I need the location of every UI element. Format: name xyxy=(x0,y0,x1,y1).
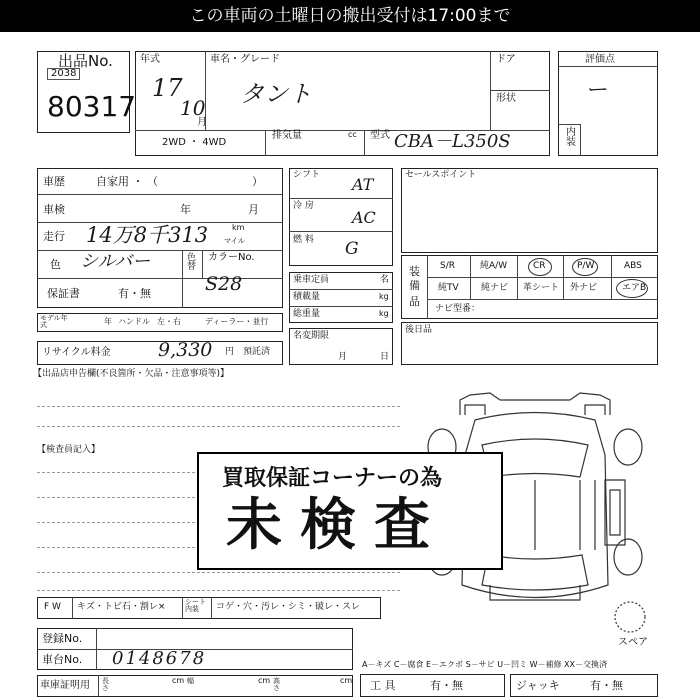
recycle-label: リサイクル料金 xyxy=(42,347,111,358)
color-no-label: カラーNo. xyxy=(208,252,255,263)
equip-airbag: エアB xyxy=(622,283,647,293)
atobi-label: 後日品 xyxy=(405,325,433,335)
shift-value: AT xyxy=(352,175,374,194)
model-year-label: モデル年式 xyxy=(40,314,68,329)
equip-pw: P/W xyxy=(577,261,595,271)
nenryo-label: 燃 料 xyxy=(293,235,314,245)
model-nen: 年 xyxy=(104,317,112,326)
equip-navi: 純ナビ xyxy=(481,283,509,293)
shaken-getsu: 月 xyxy=(248,203,259,216)
stamp-main-text: 未検査 xyxy=(226,493,448,558)
naiso-label: 内装 xyxy=(566,127,576,148)
sojuryo-label: 総重量 xyxy=(293,309,321,319)
equip-airbag-circle xyxy=(616,279,648,298)
soko-label: 走行 xyxy=(43,230,65,243)
cc-label: cc xyxy=(348,130,357,139)
sobi-label: 装備 xyxy=(409,265,420,292)
kogu-value: 有・無 xyxy=(430,679,463,692)
handle-label: ハンドル xyxy=(118,317,150,326)
spare-label: スペア xyxy=(618,637,648,648)
color-value: シルバー xyxy=(80,251,151,272)
toroku-label: 登録No. xyxy=(42,632,83,645)
meihen-label: 名変期限 xyxy=(293,331,330,341)
equip-aw: 純A/W xyxy=(480,261,508,271)
haba-label: 幅 xyxy=(187,677,194,685)
equip-tv: 純TV xyxy=(438,283,459,293)
shareki-close: ） xyxy=(252,175,263,188)
navi-model-label: ナビ型番： xyxy=(435,304,481,314)
chassis-value: 0148678 xyxy=(112,648,207,669)
banner: この車両の土曜日の搬出受付は17:00まで xyxy=(0,0,700,32)
haikiryo-label: 排気量 xyxy=(272,130,302,141)
kensa-remarks-label: 【検査員記入】 xyxy=(37,445,101,455)
shadai-label: 車台No. xyxy=(42,653,83,666)
equip-cr-circle xyxy=(528,258,552,276)
shuppin-remarks-label: 【出品店申告欄(不良箇所・欠品・注意事項等)】 xyxy=(33,369,230,379)
seat-label: シート内装 xyxy=(185,598,206,613)
equip-pw-circle xyxy=(572,258,598,276)
hoshosho-value: 有・無 xyxy=(118,287,151,300)
katashiki-label: 型式 xyxy=(370,130,390,141)
yen-label: 円 xyxy=(225,347,235,357)
equip-abs: ABS xyxy=(624,261,642,271)
handle-value: 左・右 xyxy=(157,317,181,326)
model-value: CBA－L350S xyxy=(394,131,511,152)
nenshiki-label: 年式 xyxy=(140,54,160,65)
dealer-label: ディーラー・並行 xyxy=(205,317,269,326)
fw-label: F W xyxy=(44,602,61,612)
equip-leather: 革シート xyxy=(523,283,560,293)
jack-label: ジャッキ xyxy=(516,679,560,692)
shako-label: 車庫証明用 xyxy=(40,680,90,691)
atobi-box xyxy=(401,322,658,365)
car-name-value: タント xyxy=(240,80,312,108)
nenryo-value: G xyxy=(345,239,359,259)
shift-label: シフト xyxy=(293,170,321,180)
km-label: km xyxy=(232,223,245,232)
month-unit: 月 xyxy=(197,117,207,128)
reibo-label: 冷 房 xyxy=(293,201,314,211)
lot-number: 80317 xyxy=(47,90,137,123)
hyoka-label: 評価点 xyxy=(585,54,615,65)
equip-sr: S/R xyxy=(440,261,455,271)
mile-label: マイル xyxy=(224,237,245,245)
shaken-label: 車検 xyxy=(43,203,65,216)
sekisai-label: 積載量 xyxy=(293,292,321,302)
damage-legend: A－キズ C－腐食 E－エクボ S－サビ U－凹ミ W－補修 XX－交換済 xyxy=(362,660,608,669)
shaken-nen: 年 xyxy=(180,203,191,216)
meihen-tsuki: 月 xyxy=(338,352,348,362)
shamei-label: 車名・グレード xyxy=(210,54,280,65)
cm1-label: cm xyxy=(172,676,185,685)
score-value: ー xyxy=(585,78,608,103)
year-value: 17 xyxy=(152,74,183,102)
meihen-hi: 日 xyxy=(380,352,390,362)
naga-label: 長さ xyxy=(102,677,109,692)
door-label: ドア xyxy=(496,54,516,65)
drive-label: 2WD ・ 4WD xyxy=(162,137,227,148)
equip-ext-navi: 外ナビ xyxy=(570,283,598,293)
hoshosho-label: 保証書 xyxy=(47,287,80,300)
reibo-value: AC xyxy=(352,208,376,227)
month-value: 10 xyxy=(180,96,206,120)
cm3-label: cm xyxy=(340,676,353,685)
teiin-label: 乗車定員 xyxy=(293,275,330,285)
yotaku-label: 預託済 xyxy=(243,347,271,357)
kogu-label: 工 具 xyxy=(370,679,396,692)
fw-items: キズ・トビ石・割レ× xyxy=(77,602,166,612)
iro-gae-label: 色替 xyxy=(187,253,197,272)
shareki-value: 自家用 ・ （ xyxy=(96,175,158,188)
kg1-label: kg xyxy=(379,292,389,301)
taka-label: 高さ xyxy=(273,677,280,692)
iro-label: 色 xyxy=(50,258,61,271)
seat-items: コゲ・穴・汚レ・シミ・破レ・スレ xyxy=(216,602,361,612)
recycle-value: 9,330 xyxy=(158,339,213,361)
color-no-value: S28 xyxy=(205,273,243,295)
jack-value: 有・無 xyxy=(590,679,623,692)
mei-label: 名 xyxy=(380,275,390,285)
keijo-label: 形状 xyxy=(496,93,516,104)
cm2-label: cm xyxy=(258,676,271,685)
shareki-label: 車歴 xyxy=(43,175,65,188)
lot-tag: 2038 xyxy=(47,68,80,80)
sales-label: セールスポイント xyxy=(405,170,477,180)
lot-label: 出品No. xyxy=(58,52,113,70)
hinnai-label: 品 xyxy=(409,295,420,308)
mileage-value: 14万8千313 xyxy=(86,223,209,247)
equip-cr: CR xyxy=(533,261,546,271)
stamp-top-text: 買取保証コーナーの為 xyxy=(222,466,443,491)
sales-box xyxy=(401,168,658,253)
kg2-label: kg xyxy=(379,309,389,318)
mid-info-box xyxy=(289,168,393,266)
